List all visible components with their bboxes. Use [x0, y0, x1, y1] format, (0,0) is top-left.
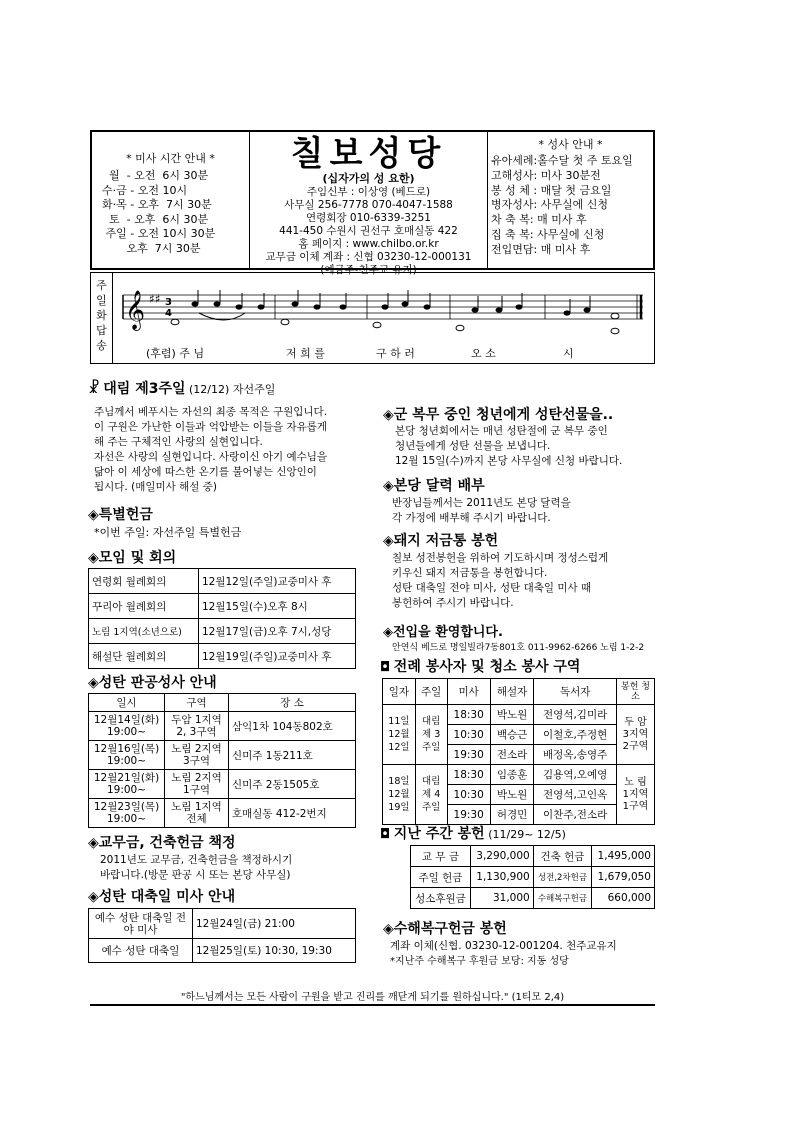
- table-cell: 10:30: [447, 785, 490, 805]
- table-cell: 교 무 금: [411, 846, 471, 867]
- lyric: (후렴) 주 님: [146, 347, 205, 360]
- table-cell: 12월25일(토) 10:30, 19:30: [193, 939, 356, 963]
- christmas-title: ◈성탄 대축일 미사 안내: [88, 889, 236, 905]
- sacrament-line: 고해성사: 미사 30분전: [491, 168, 601, 182]
- mass-line: 월 - 오전 6시 30분: [102, 169, 209, 182]
- music-staff: [115, 273, 653, 345]
- special-offering-text: *이번 주일: 자선주일 특별헌금: [94, 526, 242, 539]
- table-cell: 전영석,고인옥: [534, 785, 617, 805]
- advent-date: (12/12): [189, 383, 230, 396]
- table-cell: 노림 2지역 1구역: [165, 770, 229, 799]
- psalm-music-box: [90, 272, 655, 364]
- table-cell: 대림 제 4 주일: [415, 765, 447, 825]
- mass-times-panel: [92, 132, 250, 268]
- advent-title: 대림 제3주일: [103, 381, 186, 397]
- table-cell: 18:30: [447, 705, 490, 725]
- table-cell: 건축 헌금: [533, 846, 591, 867]
- mass-line: 화·목 - 오후 7시 30분: [102, 198, 212, 211]
- lyric: 오 소: [471, 347, 496, 360]
- welcome-title: ◈전입을 환영합니다.: [383, 625, 503, 640]
- account-holder-line: (예금주-천주교 유지): [320, 264, 417, 276]
- address-line: 441-450 수원시 권선구 호매실동 422: [279, 225, 458, 237]
- table-cell: 허경민: [490, 805, 533, 825]
- table-cell: 성소후원금: [411, 888, 471, 909]
- table-cell: 성전,2차헌금: [533, 867, 591, 888]
- lyric: 시: [563, 347, 574, 360]
- table-cell: 12월16일(목) 19:00~: [89, 741, 165, 770]
- table-header: 주일: [415, 679, 447, 705]
- table-header: 구역: [165, 694, 229, 712]
- side-char: 답: [96, 324, 107, 337]
- table-cell: 19:30: [447, 745, 490, 765]
- dues-title: ◈교무금, 건축헌금 책정: [88, 835, 236, 851]
- table-row: [411, 888, 655, 909]
- checkbox-square-icon: ◘: [380, 660, 391, 675]
- table-row: [89, 741, 356, 770]
- table-cell: 백승근: [490, 725, 533, 745]
- offering-heading: [380, 823, 566, 843]
- svg-text:♯♯: ♯♯: [149, 292, 161, 306]
- phone-line: 사무실 256-7778 070-4047-1588: [284, 199, 453, 211]
- svg-text:𝄞: 𝄞: [125, 290, 146, 330]
- sacrament-line: 집 축 복: 사무실에 신청: [491, 227, 605, 241]
- para-line: 본당 청년회에서는 매년 성탄절에 군 복무 중인: [395, 425, 608, 437]
- table-row: [89, 799, 356, 828]
- para-line: 각 가정에 배부해 주시기 바랍니다.: [392, 512, 551, 524]
- table-header: 일자: [383, 679, 416, 705]
- table-cell: 주일 헌금: [411, 867, 471, 888]
- para-line: 2011년도 교무금, 건축헌금을 책정하시기: [100, 854, 293, 866]
- table-cell: 노림 1지역(소년으로): [89, 619, 199, 644]
- para-line: 바랍니다.(방문 판공 시 또는 본당 사무실): [100, 869, 291, 881]
- chi-rho-icon: ☧: [88, 379, 100, 397]
- mass-line: 주일 - 오전 10시 30분: [102, 227, 216, 240]
- church-subtitle: (십자가의 성 요한): [322, 172, 415, 185]
- table-cell: 18일 12월 19일: [383, 765, 416, 825]
- offering-table: [410, 845, 655, 909]
- para-line: 반장님들께서는 2011년도 본당 달력을: [392, 497, 571, 509]
- para-line: 성탄 대축일 전야 미사, 성탄 대축일 미사 때: [392, 582, 592, 594]
- flood-title: ◈수해복구헌금 봉헌: [383, 921, 507, 937]
- sacrament-line: 차 축 복: 매 미사 후: [491, 213, 587, 227]
- para-line: *지난주 수해복구 후원금 보당: 지동 성당: [390, 956, 569, 967]
- table-row: [411, 846, 655, 867]
- table-cell: 삼익1차 104동802호: [229, 712, 356, 741]
- table-cell: 김용역,오예영: [534, 765, 617, 785]
- table-row: [89, 909, 356, 939]
- table-cell: 18:30: [447, 765, 490, 785]
- pastor-line: 주임신부 : 이상영 (베드로): [306, 186, 431, 198]
- checkbox-square-icon: ◘: [380, 827, 391, 842]
- table-header: 해설자: [490, 679, 533, 705]
- table-cell: 호매실동 412-2번지: [229, 799, 356, 828]
- para-line: 봉헌하여 주시기 바랍니다.: [392, 597, 514, 609]
- table-row: [383, 705, 655, 725]
- para-line: 됩시다. (매일미사 해설 중): [94, 481, 217, 493]
- mass-times-title: * 미사 시간 안내 *: [126, 152, 215, 165]
- table-row: [89, 712, 356, 741]
- offering-period: (11/29~ 12/5): [488, 828, 566, 841]
- table-cell: 12월15일(수)오후 8시: [199, 594, 356, 619]
- table-header: 독서자: [534, 679, 617, 705]
- table-row: [89, 644, 356, 669]
- mass-line: 토 - 오후 6시 30분: [102, 212, 209, 226]
- table-header: 미사: [447, 679, 490, 705]
- footer-divider: [90, 1004, 655, 1006]
- table-header: 일시: [89, 694, 165, 712]
- sacrament-line: 병자성사: 사무실에 신청: [491, 198, 608, 212]
- table-cell: 예수 성탄 대축일 전야 미사: [89, 909, 193, 939]
- table-cell: 11일 12월 12일: [383, 705, 416, 765]
- table-cell: 31,000: [470, 888, 533, 909]
- table-row: [89, 939, 356, 963]
- para-line: 이 구원은 가난한 이들과 억압받는 이들을 자유롭게: [94, 421, 328, 433]
- table-cell: 1,130,900: [470, 867, 533, 888]
- para-line: 주님께서 베푸시는 자선의 최종 목적은 구원입니다.: [94, 406, 328, 418]
- calendar-title: ◈본당 달력 배부: [383, 478, 485, 494]
- advent-heading: [88, 378, 275, 398]
- table-row: [411, 867, 655, 888]
- table-header-row: [383, 679, 655, 705]
- table-row: [89, 770, 356, 799]
- table-header-row: [89, 694, 356, 712]
- table-cell: 두 암 3지역 2구역: [617, 705, 655, 765]
- table-cell: 연령회 월례회의: [89, 569, 199, 594]
- table-cell: 해설단 월례회의: [89, 644, 199, 669]
- table-row: [383, 765, 655, 785]
- table-cell: 노 림 1지역 1구역: [617, 765, 655, 825]
- table-cell: 12월12일(주일)교중미사 후: [199, 569, 356, 594]
- meetings-table: [88, 568, 356, 669]
- table-cell: 노림 1지역 전체: [165, 799, 229, 828]
- para-line: 키우신 돼지 저금통을 봉헌합니다.: [392, 567, 548, 579]
- piggy-text: [392, 551, 608, 611]
- welcome-text: 안연식 베드로 명일빌라7동801호 011-9962-6266 노림 1-2-2: [392, 643, 645, 653]
- dues-text: [100, 853, 292, 883]
- para-line: 닮아 이 세상에 따스한 온기를 불어넣는 신앙인이: [94, 466, 317, 478]
- table-cell: 신미주 2동1505호: [229, 770, 356, 799]
- table-cell: 3,290,000: [470, 846, 533, 867]
- advent-text: [94, 405, 327, 495]
- offering-title: 지난 주간 봉헌: [393, 826, 485, 842]
- table-cell: 대림 제 3 주일: [415, 705, 447, 765]
- table-cell: 12월19일(주일)교중미사 후: [199, 644, 356, 669]
- christmas-table: [88, 908, 356, 963]
- table-cell: 예수 성탄 대축일: [89, 939, 193, 963]
- confession-table: [88, 693, 356, 828]
- table-row: [89, 594, 356, 619]
- bulletin-header: [90, 130, 655, 276]
- meetings-title: ◈모임 및 회의: [88, 550, 177, 566]
- sacraments-panel: [488, 132, 653, 268]
- table-cell: 전영석,김미라: [534, 705, 617, 725]
- table-cell: 10:30: [447, 725, 490, 745]
- table-cell: 신미주 1동211호: [229, 741, 356, 770]
- table-cell: 임종훈: [490, 765, 533, 785]
- table-cell: 수해복구헌금: [533, 888, 591, 909]
- side-char: 주: [96, 279, 107, 292]
- table-cell: 19:30: [447, 805, 490, 825]
- para-line: 해 주는 구체적인 사랑의 실현입니다.: [94, 436, 263, 448]
- sacrament-line: 전입면담: 매 미사 후: [491, 242, 591, 256]
- table-cell: 이철호,주정현: [534, 725, 617, 745]
- table-cell: 1,679,050: [592, 867, 655, 888]
- church-info-panel: [250, 132, 488, 276]
- table-cell: 박노원: [490, 785, 533, 805]
- side-char: 일: [96, 294, 107, 307]
- lyric: 구 하 러: [376, 347, 415, 360]
- church-name: 칠보성당: [290, 134, 447, 174]
- para-line: 칠보 성전봉헌을 위하여 기도하시며 정성스럽게: [392, 552, 609, 564]
- footer-quote: "하느님께서는 모든 사람이 구원을 받고 진리를 깨닫게 되기를 원하십니다." (1티모 2,4): [180, 992, 565, 1003]
- svg-text:3: 3: [165, 297, 172, 308]
- para-line: 12월 15일(수)까지 본당 사무실에 신청 바랍니다.: [395, 455, 623, 467]
- liturgy-heading: [380, 656, 580, 676]
- calendar-text: [392, 496, 571, 526]
- table-cell: 두암 1지역 2, 3구역: [165, 712, 229, 741]
- table-cell: 이찬주,전소라: [534, 805, 617, 825]
- liturgy-table: [382, 678, 655, 825]
- table-cell: 배정옥,송영주: [534, 745, 617, 765]
- lyric: 저 희 를: [286, 347, 325, 360]
- advent-theme: 자선주일: [232, 383, 276, 396]
- military-title: ◈군 복무 중인 청년에게 성탄선물을..: [383, 407, 614, 423]
- table-cell: 꾸리아 월례회의: [89, 594, 199, 619]
- liturgy-title: 전례 봉사자 및 청소 봉사 구역: [393, 659, 581, 675]
- table-row: [89, 619, 356, 644]
- mass-line: 오후 7시 30분: [102, 241, 201, 255]
- table-cell: 박노원: [490, 705, 533, 725]
- military-text: [395, 424, 622, 469]
- table-cell: 660,000: [592, 888, 655, 909]
- table-cell: 12월21일(화) 19:00~: [89, 770, 165, 799]
- side-char: 화: [96, 309, 107, 322]
- mass-line: 수·금 - 오전 10시: [102, 183, 188, 197]
- table-header: 봉헌 청소: [617, 679, 655, 705]
- table-header: 장 소: [229, 694, 356, 712]
- piggy-title: ◈돼지 저금통 봉헌: [383, 533, 499, 549]
- para-line: 자선은 사랑의 실현입니다. 사랑이신 아기 예수님을: [94, 451, 328, 463]
- homepage-line[interactable]: 홈 페이지 : www.chilbo.or.kr: [298, 238, 439, 250]
- table-cell: 12월14일(화) 19:00~: [89, 712, 165, 741]
- special-offering-title: ◈특별헌금: [88, 507, 153, 523]
- psalm-side-label: [91, 273, 113, 363]
- svg-text:4: 4: [165, 308, 172, 319]
- sacrament-line: 유아세례:홀수달 첫 주 토요일: [491, 154, 633, 167]
- confession-title: ◈성탄 판공성사 안내: [88, 675, 217, 691]
- sacrament-line: 봉 성 체 : 매달 첫 금요일: [491, 183, 612, 197]
- table-cell: 12월17일(금)오후 7시,성당: [199, 619, 356, 644]
- side-char: 송: [96, 339, 107, 352]
- table-cell: 1,495,000: [592, 846, 655, 867]
- para-line: 계좌 이체(신협. 03230-12-001204. 천주교유지: [390, 940, 617, 952]
- table-cell: 12월24일(금) 21:00: [193, 909, 356, 939]
- council-line: 연령회장 010-6339-3251: [306, 212, 431, 224]
- flood-text: [390, 939, 617, 969]
- table-row: [89, 569, 356, 594]
- sacraments-title: * 성사 안내 *: [538, 138, 603, 151]
- table-cell: 12월23일(목) 19:00~: [89, 799, 165, 828]
- table-cell: 전소라: [490, 745, 533, 765]
- account-line: 교무금 이체 계좌 : 신협 03230-12-000131: [265, 251, 472, 263]
- table-cell: 노림 2지역 3구역: [165, 741, 229, 770]
- para-line: 청년들에게 성탄 선물을 보냅니다.: [395, 440, 551, 452]
